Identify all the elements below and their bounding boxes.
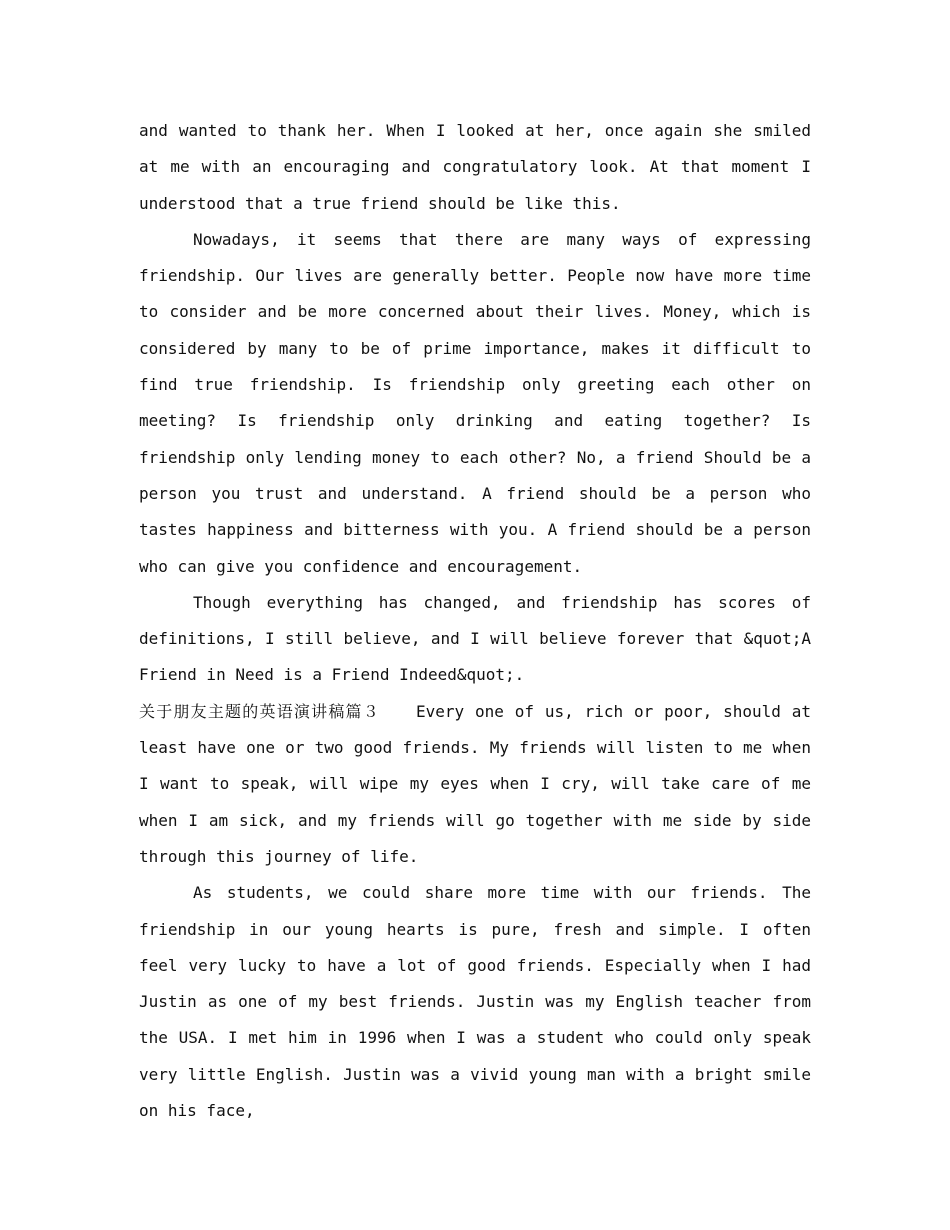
paragraph-2: Nowadays, it seems that there are many ways of expressing friendship. Our lives are generally better. People now have more time to consider and be more concerned about their lives. Money, which is considered by many to be of prime importance, makes it difficult to find true friendship. Is friendship only greeting each other on meeting? Is friendship only drinking and eating together? Is friendship only lending money to each other? No, a friend Should be a person you trust and understand. A friend should be a person who tastes happiness and bitterness with you. A friend should be a person who can give you confidence and encouragement. (139, 229, 811, 576)
section-3-paragraph-1 (139, 694, 811, 875)
paragraph-1: and wanted to thank her. When I looked at her, once again she smiled at me with an encouraging and congratulatory look. At that moment I understood that a true friend should be like this. (139, 121, 811, 213)
section-3-paragraph-2: As students, we could share more time with our friends. The friendship in our young hearts is pure, fresh and simple. I often feel very lucky to have a lot of good friends. Especially when I had Justin as one of my best friends. Justin was my English teacher from the USA. I met him in 1996 when I was a student who could only speak very little English. Justin was a vivid young man with a bright smile on his face, (139, 883, 811, 1121)
section-3-heading: 关于朋友主题的英语演讲稿篇３ (139, 701, 380, 721)
paragraph-3: Though everything has changed, and friendship has scores of definitions, I still believe, and I will believe forever that &quot;A Friend in Need is a Friend Indeed&quot;. (139, 592, 811, 685)
section-3-first-paragraph-text: Every one of us, rich or poor, should at least have one or two good friends. My friends will listen to me when I want to speak, will wipe my eyes when I cry, will take care of me when I am sick, and my friends will go together with me side by side through this journey of life. (139, 701, 811, 866)
